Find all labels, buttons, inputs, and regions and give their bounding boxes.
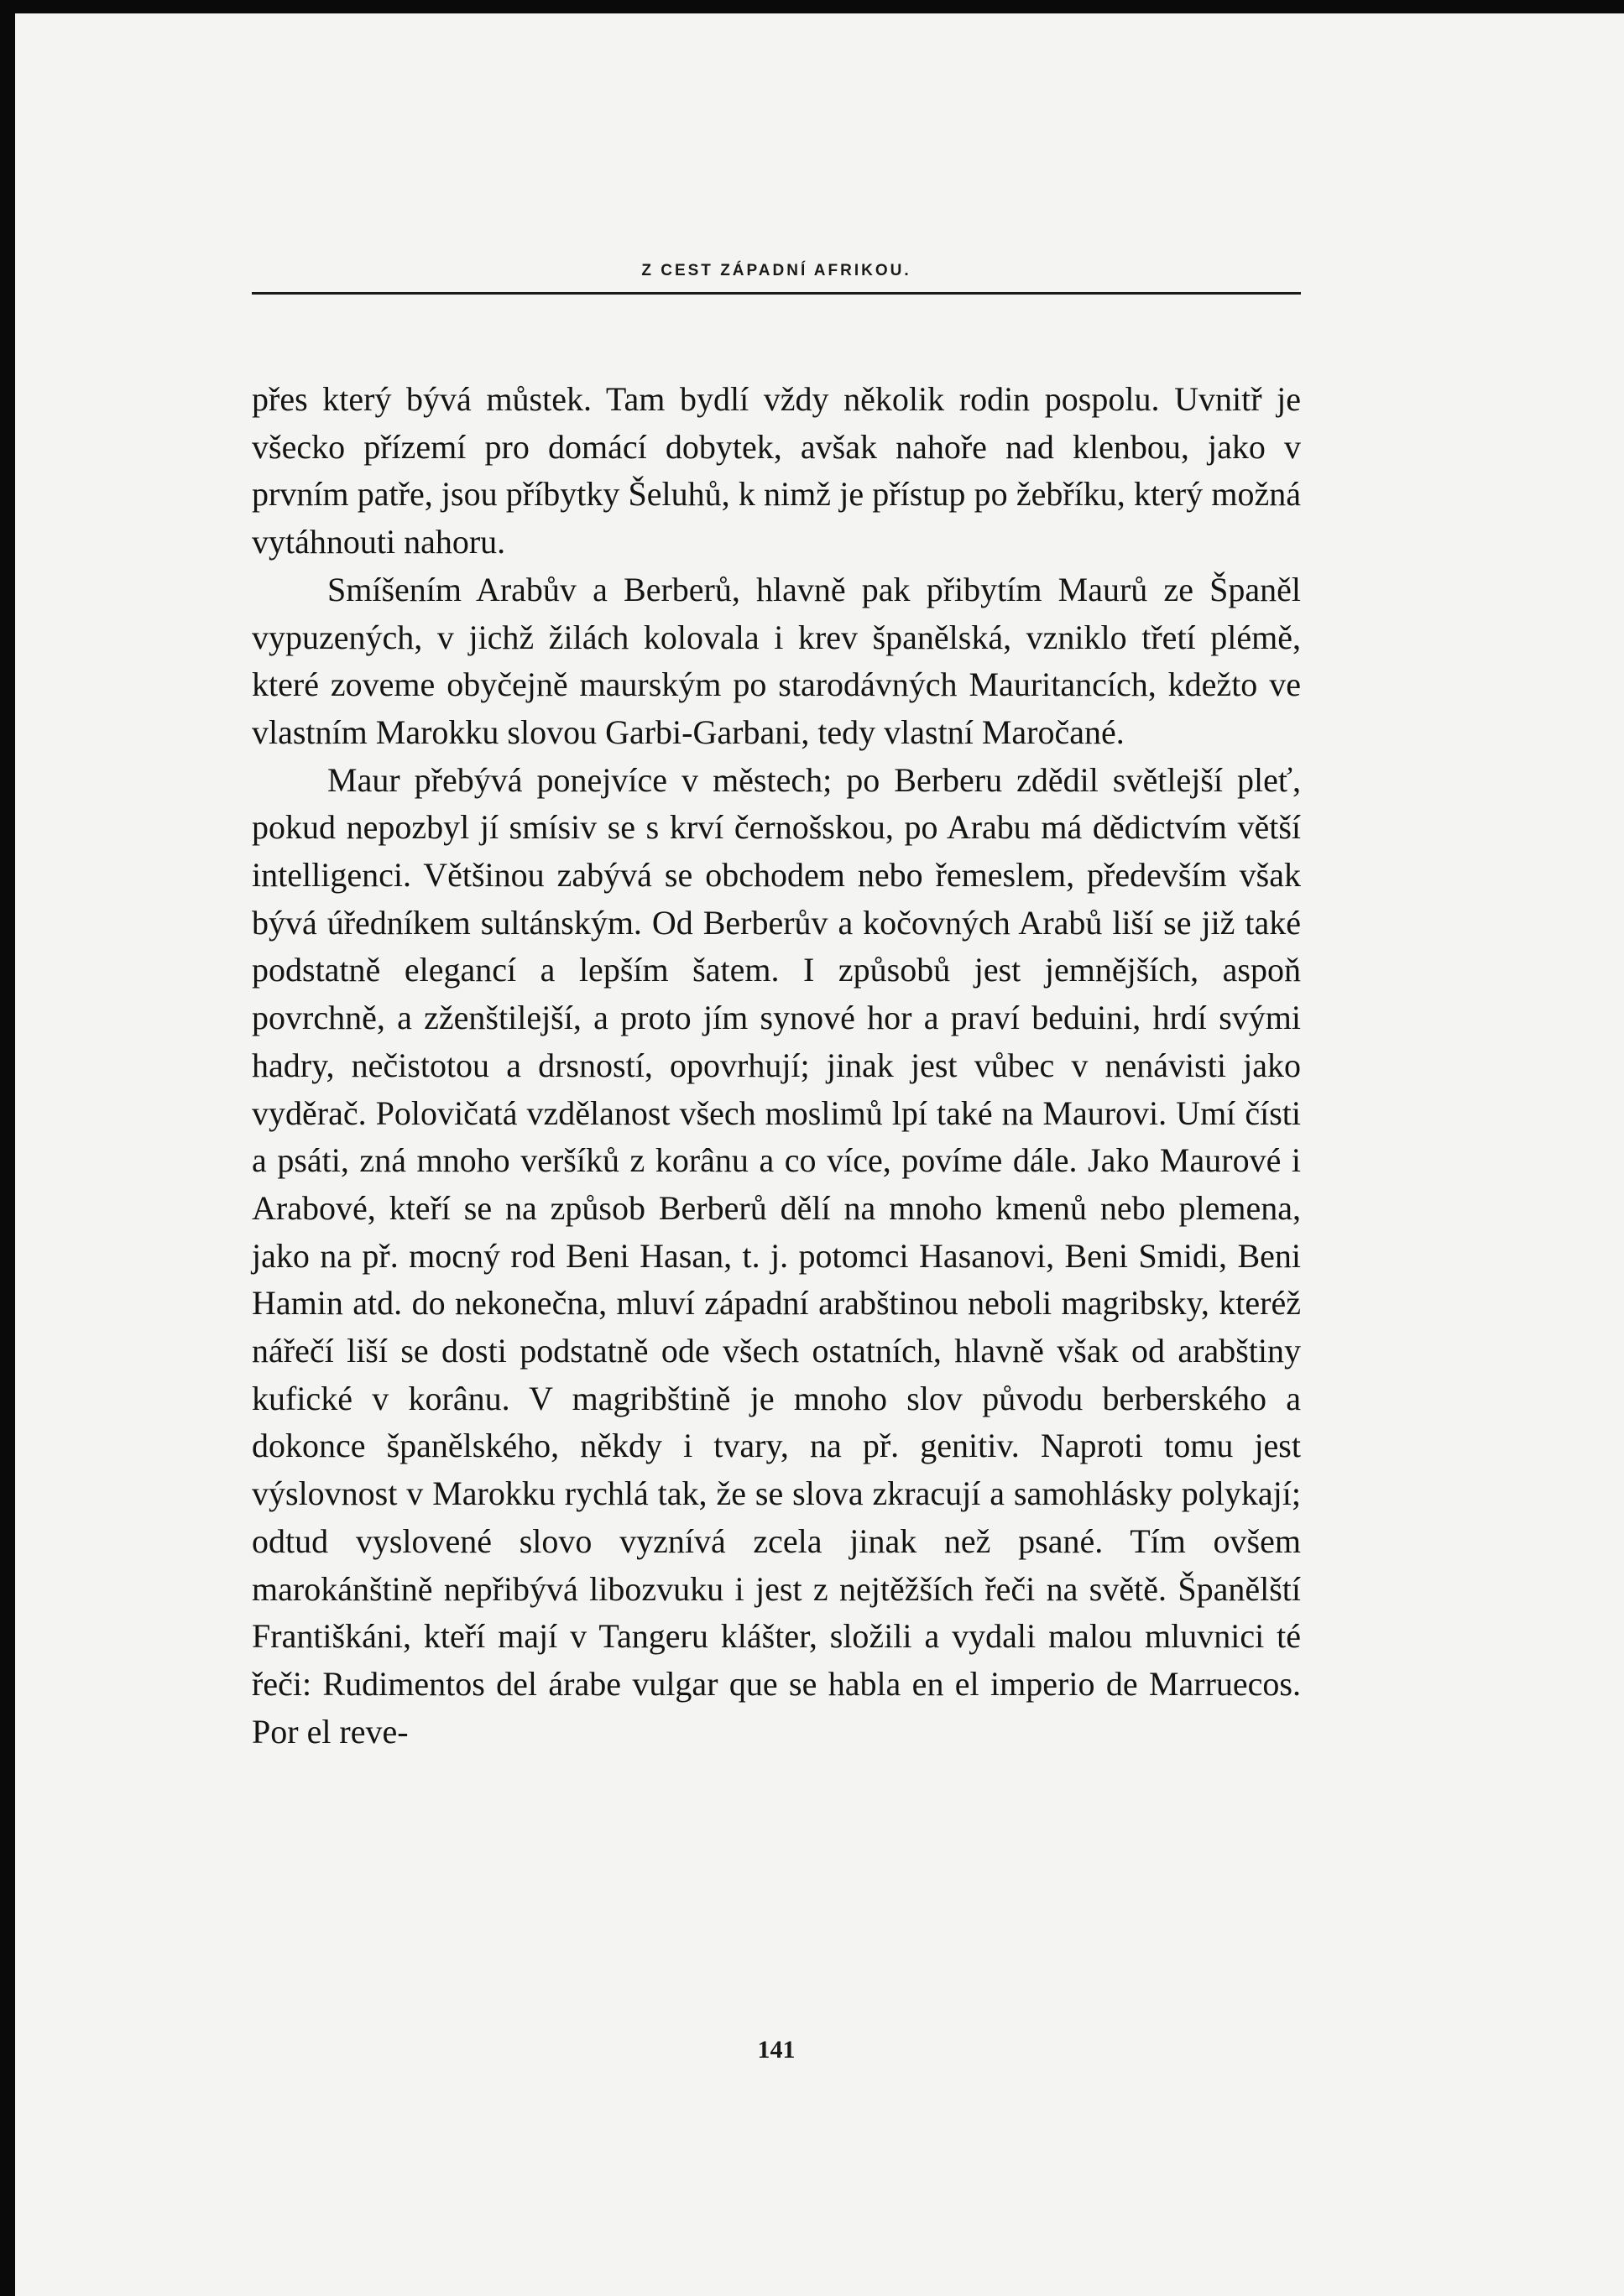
paragraph-2: Smíšením Arabův a Berberů, hlavně pak přibytím Maurů ze Španěl vypuzených, v jichž žilách kolovala i krev španělská, vzniklo třetí plémě, které zoveme obyčejně maurským po starodávných Mauritancích, kdežto ve vlastním Marokku slovou Garbi-Garbani, tedy vlastní Maročané. (252, 570, 1301, 751)
running-head: Z CEST ZÁPADNÍ AFRIKOU. (641, 262, 911, 279)
paragraph-3: Maur přebývá ponejvíce v městech; po Berberu zdědil světlejší pleť, pokud nepozbyl jí smísiv se s krví černošskou, po Arabu má dědictvím větší intelligenci. Většinou zabývá se obchodem nebo řemeslem, především však bývá úředníkem sultánským. Od Berberův a kočovných Arabů liší se již také podstatně elegancí a lepším šatem. I způsobů jest jemnějších, aspoň povrchně, a zženštilejší, a proto jím synové hor a praví beduini, hrdí svými hadry, nečistotou a drsností, opovrhují; jinak jest vůbec v nenávisti jako vyděrač. Polovičatá vzdělanost všech moslimů lpí také na Maurovi. Umí čísti a psáti, zná mnoho veršíků z korânu a co více, povíme dále. Jako Maurové i Arabové, kteří se na způsob Berberů dělí na mnoho kmenů nebo plemena, jako na př. mocný rod Beni Hasan, t. j. potomci Hasanovi, Beni Smidi, Beni Hamin atd. do nekonečna, mluví západní arabštinou neboli magribsky, kteréž nářečí liší se dosti podstatně ode všech ostatních, hlavně však od arabštiny kufické v korânu. V magribštině je mnoho slov původu berberského a dokonce španělského, někdy i tvary, na př. genitiv. Naproti tomu jest výslovnost v Marokku rychlá tak, že se slova zkracují a samohlásky polykají; odtud vyslovené slovo vyznívá zcela jinak než psané. Tím ovšem marokánštině nepřibývá libozvuku i jest z nejtěžších řeči na světě. Španělští Františkáni, kteří mají v Tangeru klášter, složili a vydali malou mluvnici té řeči: Rudimentos del árabe vulgar que se habla en el imperio de Marruecos. Por el reve- (252, 760, 1301, 1751)
page-number: 141 (757, 2036, 796, 2064)
paragraph-1: přes který bývá můstek. Tam bydlí vždy několik rodin pospolu. Uvnitř je všecko přízemí pro domácí dobytek, avšak nahoře nad klenbou, jako v prvním patře, jsou příbytky Šeluhů, k nimž je přístup po žebříku, který možná vytáhnouti nahoru. (252, 380, 1301, 561)
body-text (252, 376, 1301, 1756)
header-rule (252, 292, 1301, 295)
